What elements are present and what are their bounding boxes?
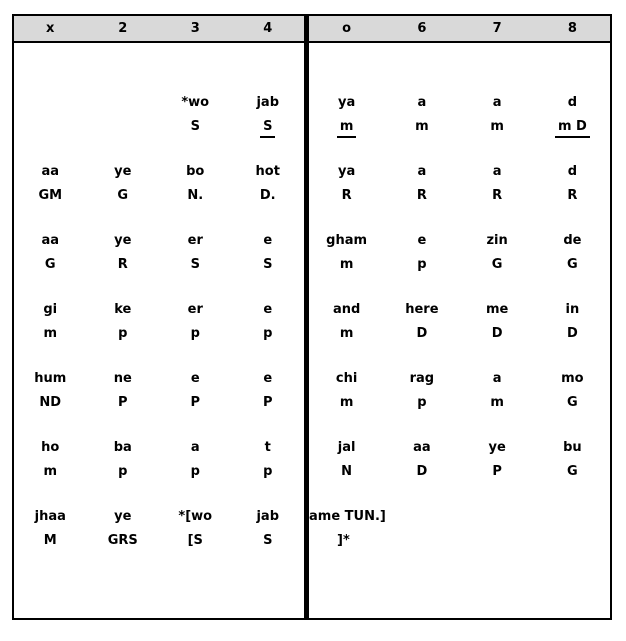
note-text: P (190, 395, 201, 410)
beat-header-2: 2 (118, 21, 128, 36)
notation-row (14, 298, 304, 367)
note-text: p (190, 326, 200, 341)
note-text: P (492, 464, 502, 479)
beat-cell (384, 229, 459, 298)
syllable-text: bo (186, 164, 205, 179)
syllable-text: er (187, 233, 203, 248)
beat-cell (159, 160, 232, 229)
note-text: p (263, 464, 273, 479)
note-text: G (567, 395, 578, 410)
syllable-text: e (417, 233, 427, 248)
syllable-text: zin (486, 233, 508, 248)
note-text: p (417, 395, 427, 410)
syllable-text: a (417, 164, 427, 179)
beat-cell (460, 436, 535, 505)
notation-row (309, 229, 610, 298)
syllable-text: gi (43, 302, 58, 317)
beat-cell (384, 436, 459, 505)
syllable-text: ba (113, 440, 132, 455)
note-text: R (492, 188, 503, 203)
syllable-text: ye (114, 164, 132, 179)
syllable-text (87, 91, 160, 115)
underlined-note: m D (555, 117, 590, 138)
beat-cell (460, 160, 535, 229)
syllable-text: gham (326, 233, 368, 248)
underlined-note: m (337, 117, 357, 138)
note-text: D (416, 326, 428, 341)
note-text: R (117, 257, 128, 272)
syllable-text: a (417, 95, 427, 110)
syllable-text (535, 505, 610, 529)
note-text: S (190, 257, 200, 272)
syllable-text: ya (338, 95, 356, 110)
beat-header-4: 4 (263, 21, 273, 36)
syllable-text: in (565, 302, 580, 317)
beat-cell (14, 505, 87, 574)
beat-cell (460, 367, 535, 436)
beat-cell (535, 436, 610, 505)
beat-cell (460, 91, 535, 160)
note-text: D (416, 464, 428, 479)
beat-header-x: x (46, 21, 55, 36)
note-text: R (341, 188, 352, 203)
note-text: m (339, 257, 354, 272)
beat-cell (14, 160, 87, 229)
note-text: R (567, 188, 578, 203)
note-text: G (567, 464, 578, 479)
beat-cell (309, 91, 384, 160)
note-text: ]* (337, 533, 350, 548)
beat-cell (87, 229, 160, 298)
syllable-text: a (492, 95, 502, 110)
note-text: m (490, 119, 504, 134)
note-text (535, 529, 610, 553)
notation-row (14, 505, 304, 574)
syllable-text (384, 505, 459, 529)
pane-right (309, 16, 610, 618)
beat-cell (384, 367, 459, 436)
syllable-text: bu (563, 440, 582, 455)
note-text: S (263, 257, 273, 272)
note-text (460, 529, 535, 553)
syllable-text: hot (255, 164, 280, 179)
notation-row (14, 229, 304, 298)
syllable-text (460, 505, 535, 529)
beat-cell (232, 229, 305, 298)
note-text: m (415, 119, 429, 134)
syllable-text: e (263, 302, 273, 317)
note-text: G (44, 257, 56, 272)
beat-cell (14, 436, 87, 505)
notation-row (14, 91, 304, 160)
beat-cell (384, 91, 459, 160)
beat-cell (535, 229, 610, 298)
syllable-text: me (485, 302, 509, 317)
notation-table (12, 14, 612, 620)
header-row-right (309, 16, 610, 43)
note-text: GM (38, 188, 63, 203)
beat-cell (309, 229, 384, 298)
syllable-text: jhaa (34, 509, 66, 524)
beat-cell (535, 91, 610, 160)
syllable-text: d (567, 164, 578, 179)
beat-cell (159, 91, 232, 160)
syllable-text: ke (114, 302, 132, 317)
notation-row (309, 436, 610, 505)
syllable-text: aa (413, 440, 431, 455)
beat-cell (87, 436, 160, 505)
note-text: p (417, 257, 427, 272)
note-text: G (567, 257, 578, 272)
note-text: S (190, 119, 200, 134)
beat-cell (384, 298, 459, 367)
beat-cell (535, 505, 610, 574)
beat-header-7: 7 (492, 21, 502, 36)
syllable-text: ye (114, 509, 132, 524)
note-text: m (339, 395, 354, 410)
syllable-text: here (405, 302, 439, 317)
beat-cell (309, 505, 384, 574)
beat-cell (232, 91, 305, 160)
note-text (309, 115, 384, 139)
syllable-text: jab (256, 95, 280, 110)
syllable-text: t (264, 440, 271, 455)
note-text (535, 115, 610, 139)
note-text: ND (39, 395, 62, 410)
beat-cell (159, 298, 232, 367)
beat-header-3: 3 (190, 21, 200, 36)
beat-cell (309, 436, 384, 505)
beat-cell (309, 367, 384, 436)
syllable-text (14, 91, 87, 115)
note-text: p (190, 464, 200, 479)
beat-cell (87, 160, 160, 229)
beat-cell (14, 91, 87, 160)
note-text: P (117, 395, 128, 410)
beat-cell (87, 367, 160, 436)
beat-cell (159, 229, 232, 298)
note-text: S (263, 533, 273, 548)
syllable-text: ame TUN.] (309, 509, 386, 524)
notation-row (309, 298, 610, 367)
beat-header-6: 6 (417, 21, 427, 36)
note-text: p (118, 326, 128, 341)
syllable-text: ho (41, 440, 60, 455)
syllable-text: e (263, 371, 273, 386)
beat-cell (232, 436, 305, 505)
syllable-text: hum (34, 371, 67, 386)
syllable-text: a (190, 440, 200, 455)
note-text: G (117, 188, 129, 203)
syllable-text: chi (335, 371, 358, 386)
note-text (384, 529, 459, 553)
syllable-text: mo (561, 371, 584, 386)
notation-row (14, 436, 304, 505)
notation-row (309, 505, 610, 574)
beat-cell (384, 505, 459, 574)
notation-row (14, 367, 304, 436)
note-text (14, 115, 87, 139)
syllable-text: er (187, 302, 203, 317)
note-text: D (491, 326, 503, 341)
syllable-text: a (492, 164, 502, 179)
syllable-text: ye (114, 233, 132, 248)
beat-cell (384, 160, 459, 229)
syllable-text: e (263, 233, 273, 248)
beat-cell (232, 367, 305, 436)
notation-row (309, 367, 610, 436)
note-text: p (118, 464, 128, 479)
pane-right-body (309, 43, 610, 618)
pane-left-body (14, 43, 304, 618)
note-text: N. (187, 188, 204, 203)
syllable-text: aa (41, 164, 60, 179)
notation-row (309, 160, 610, 229)
beat-cell (309, 298, 384, 367)
beat-header-8: 8 (567, 21, 577, 36)
beat-cell (14, 298, 87, 367)
note-text: D. (259, 188, 276, 203)
note-text: m (43, 464, 58, 479)
note-text: [S (187, 533, 203, 548)
syllable-text: ne (113, 371, 132, 386)
syllable-text: aa (41, 233, 60, 248)
beat-cell (87, 91, 160, 160)
beat-cell (460, 298, 535, 367)
syllable-text: a (492, 371, 502, 386)
beat-cell (232, 298, 305, 367)
beat-cell (232, 160, 305, 229)
note-text: D (566, 326, 578, 341)
syllable-text: and (332, 302, 361, 317)
syllable-text: e (190, 371, 200, 386)
beat-cell (309, 160, 384, 229)
syllable-text: de (563, 233, 582, 248)
note-text: m (339, 326, 354, 341)
syllable-text: d (567, 95, 578, 110)
pane-left (14, 16, 304, 618)
syllable-text: ya (338, 164, 356, 179)
underlined-note: S (260, 117, 275, 138)
syllable-text: *[wo (178, 509, 213, 524)
header-row-left (14, 16, 304, 43)
note-text: m (490, 395, 504, 410)
syllable-text: jab (256, 509, 280, 524)
beat-cell (87, 298, 160, 367)
beat-cell (535, 298, 610, 367)
beat-cell (159, 436, 232, 505)
note-text: m (43, 326, 58, 341)
beat-cell (460, 505, 535, 574)
beat-cell (159, 505, 232, 574)
beat-cell (460, 229, 535, 298)
beat-cell (87, 505, 160, 574)
beat-cell (159, 367, 232, 436)
beat-cell (535, 160, 610, 229)
note-text (232, 115, 305, 139)
note-text: GRS (107, 533, 138, 548)
beat-cell (14, 367, 87, 436)
note-text: p (263, 326, 273, 341)
note-text: N (341, 464, 353, 479)
syllable-text: jal (337, 440, 356, 455)
notation-row (14, 160, 304, 229)
syllable-text: ye (488, 440, 506, 455)
beat-cell (14, 229, 87, 298)
note-text: P (262, 395, 273, 410)
beat-header-o: o (342, 21, 352, 36)
syllable-text: *wo (181, 95, 210, 110)
beat-cell (535, 367, 610, 436)
syllable-text: rag (409, 371, 435, 386)
beat-cell (232, 505, 305, 574)
note-text: G (491, 257, 503, 272)
note-text: R (416, 188, 427, 203)
note-text: M (43, 533, 57, 548)
note-text (87, 115, 160, 139)
notation-row (309, 91, 610, 160)
